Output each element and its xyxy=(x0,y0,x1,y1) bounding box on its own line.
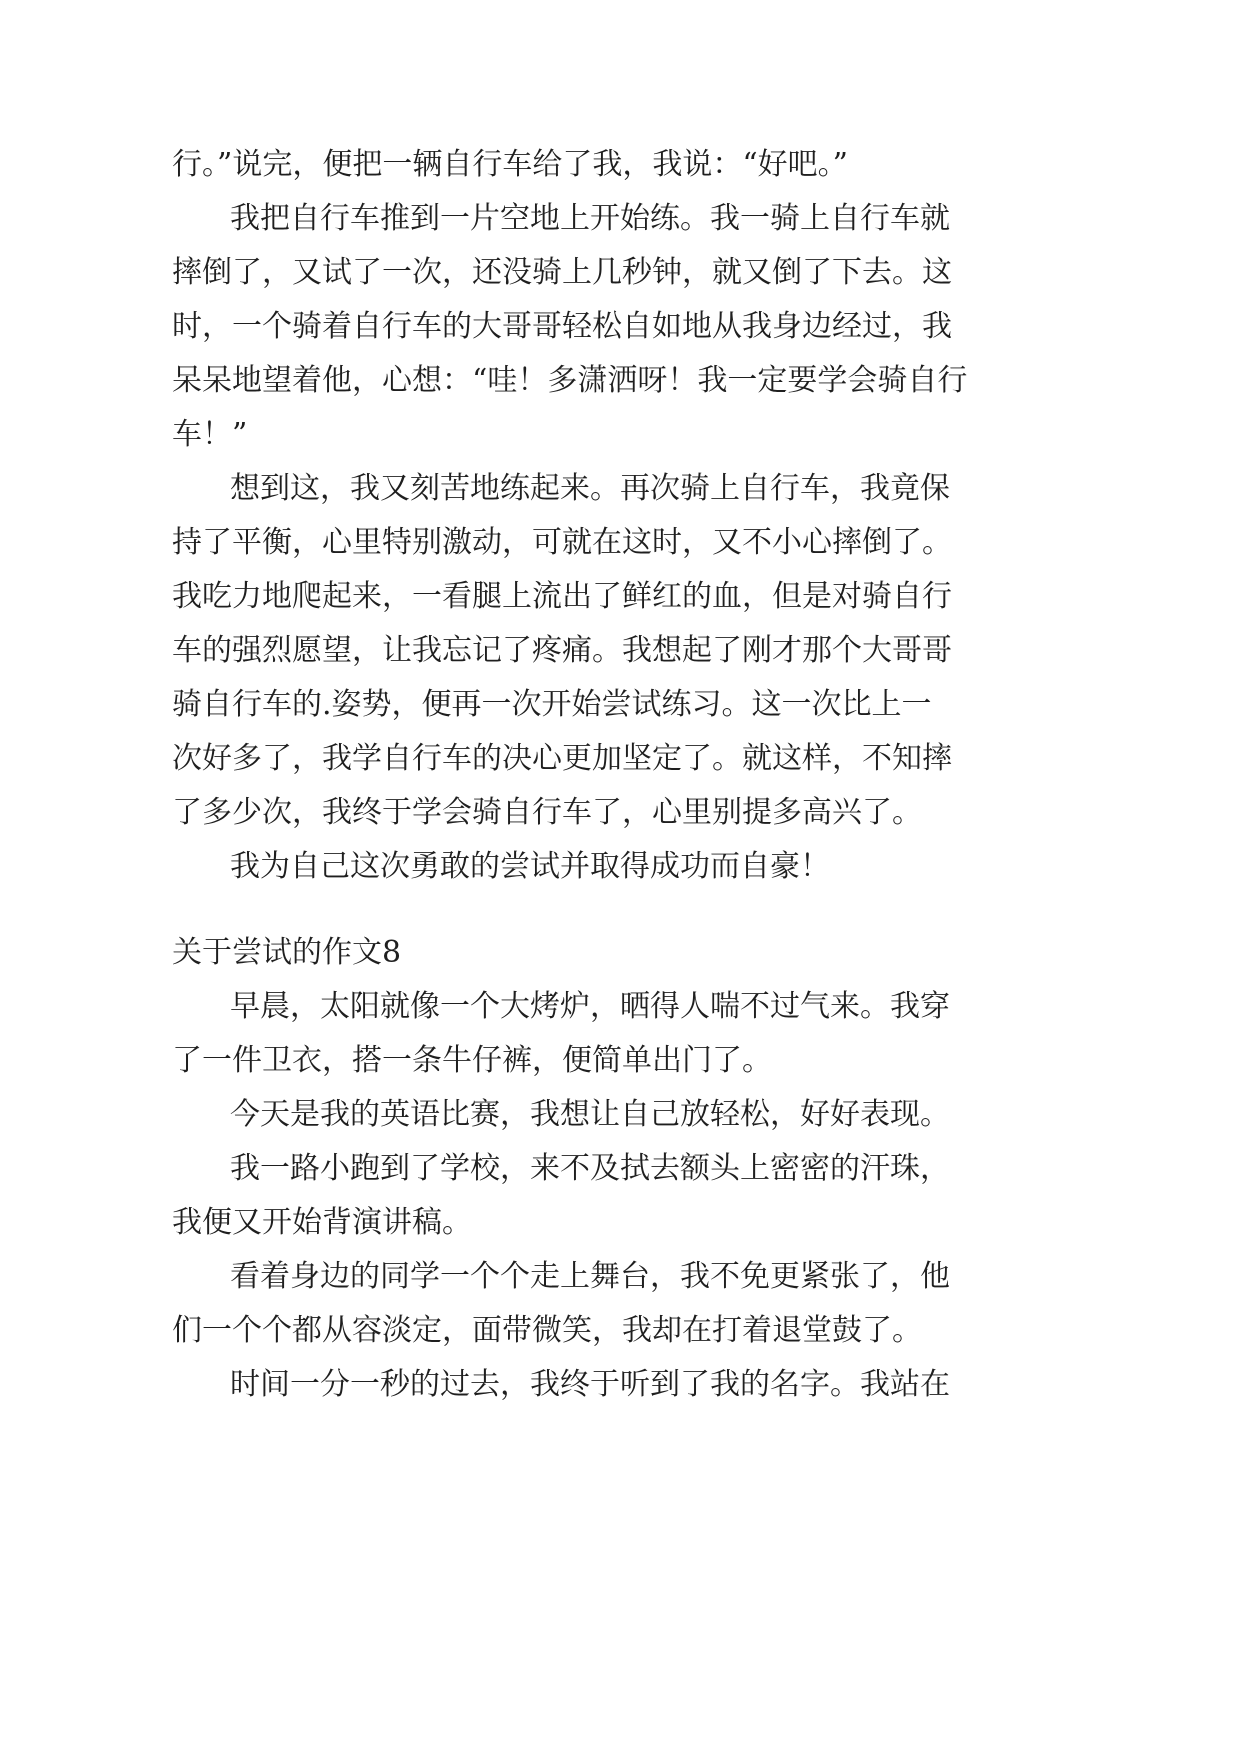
text-line: 了一件卫衣，搭一条牛仔裤，便简单出门了。 xyxy=(172,1043,772,1078)
text-line: 次好多了，我学自行车的决心更加坚定了。就这样，不知摔 xyxy=(172,741,952,776)
text-line: 我便又开始背演讲稿。 xyxy=(172,1205,472,1240)
text-line: 我一路小跑到了学校，来不及拭去额头上密密的汗珠， xyxy=(230,1151,950,1186)
text-line: 行。”说完，便把一辆自行车给了我，我说：“好吧。” xyxy=(172,147,849,182)
text-line: 们一个个都从容淡定，面带微笑，我却在打着退堂鼓了。 xyxy=(172,1313,922,1348)
text-line: 骑自行车的.姿势，便再一次开始尝试练习。这一次比上一 xyxy=(172,687,932,722)
text-line: 今天是我的英语比赛，我想让自己放轻松，好好表现。 xyxy=(230,1097,950,1132)
text-line: 车！” xyxy=(172,417,248,452)
text-line: 我吃力地爬起来，一看腿上流出了鲜红的血，但是对骑自行 xyxy=(172,579,952,614)
text-line: 时间一分一秒的过去，我终于听到了我的名字。我站在 xyxy=(230,1367,950,1402)
text-line: 持了平衡，心里特别激动，可就在这时，又不小心摔倒了。 xyxy=(172,525,952,560)
text-line: 早晨，太阳就像一个大烤炉，晒得人喘不过气来。我穿 xyxy=(230,989,950,1024)
text-line: 摔倒了，又试了一次，还没骑上几秒钟，就又倒了下去。这 xyxy=(172,255,952,290)
text-line: 车的强烈愿望，让我忘记了疼痛。我想起了刚才那个大哥哥 xyxy=(172,633,952,668)
text-line: 看着身边的同学一个个走上舞台，我不免更紧张了，他 xyxy=(230,1259,950,1294)
text-line: 了多少次，我终于学会骑自行车了，心里别提多高兴了。 xyxy=(172,795,922,830)
text-line: 呆呆地望着他，心想：“哇！多潇洒呀！我一定要学会骑自行 xyxy=(172,363,968,398)
text-line: 我把自行车推到一片空地上开始练。我一骑上自行车就 xyxy=(230,201,950,236)
text-line: 我为自己这次勇敢的尝试并取得成功而自豪！ xyxy=(230,849,830,884)
text-line: 时，一个骑着自行车的大哥哥轻松自如地从我身边经过，我 xyxy=(172,309,952,344)
text-line: 想到这，我又刻苦地练起来。再次骑上自行车，我竟保 xyxy=(230,471,950,506)
section-heading: 关于尝试的作文8 xyxy=(172,935,402,970)
